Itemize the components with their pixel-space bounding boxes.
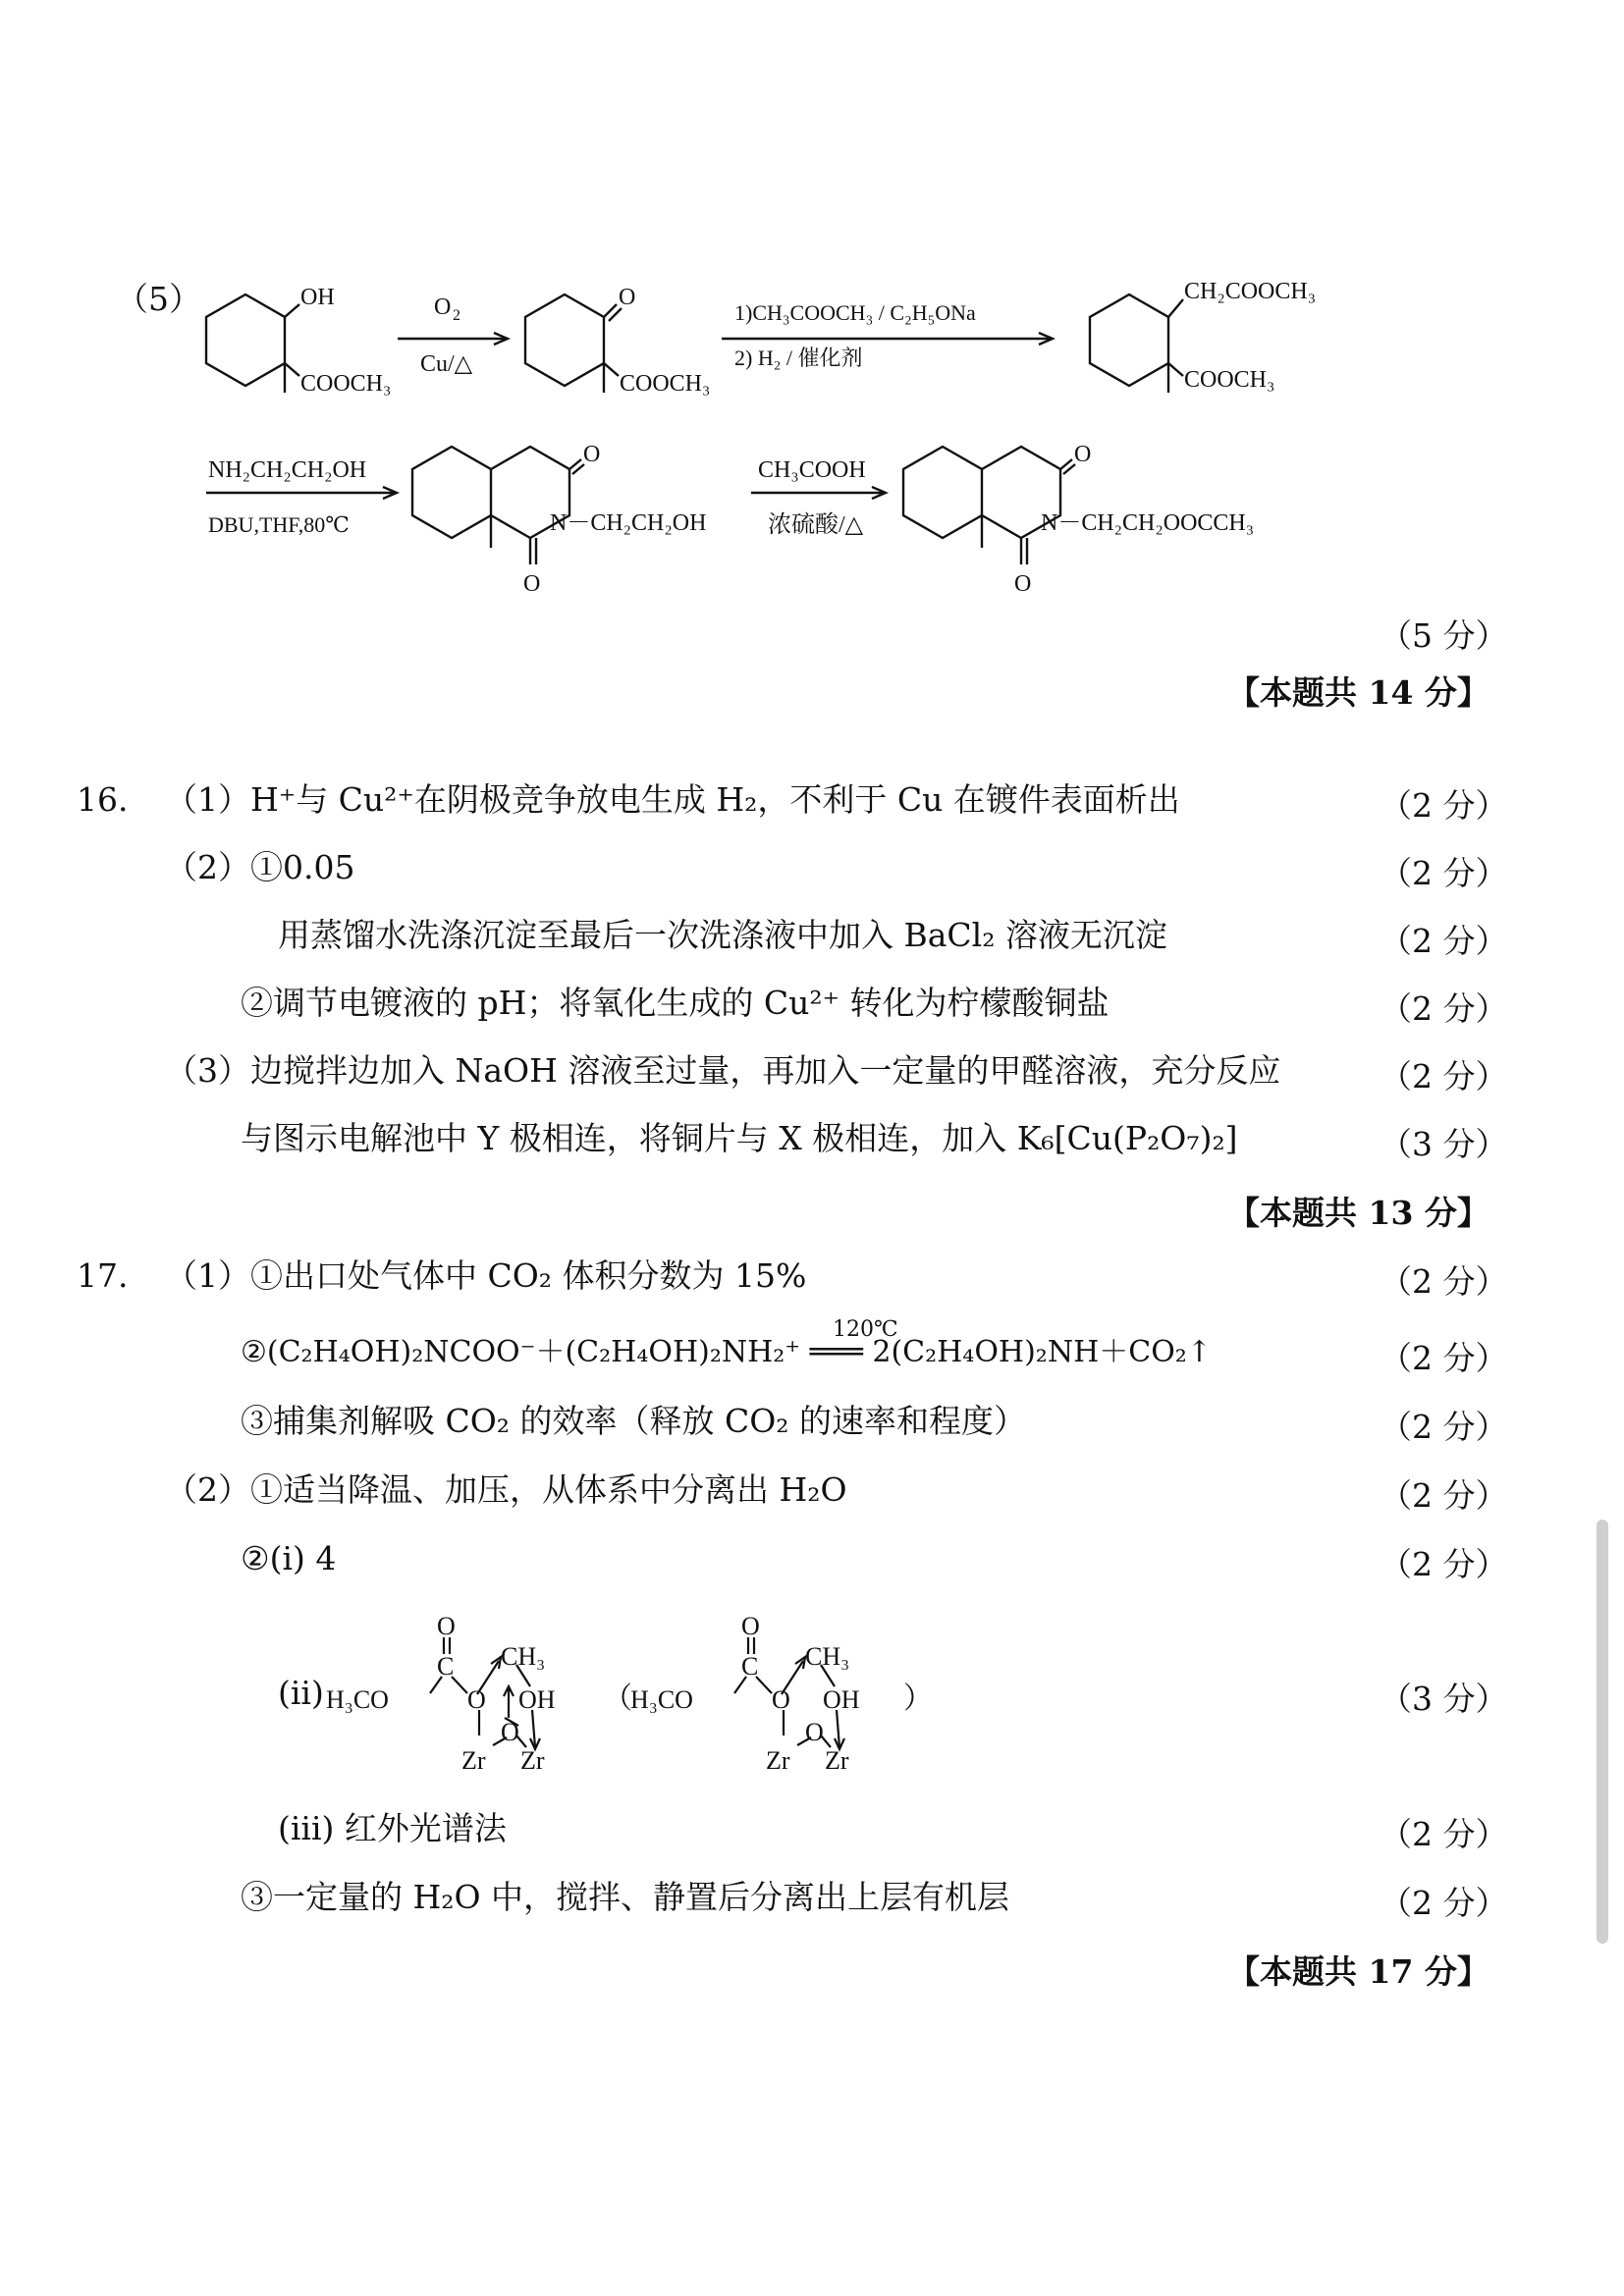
q17-line-6-label: (ii) <box>278 1674 324 1712</box>
q17-total: 【本题共 17 分】 <box>1227 1952 1489 1991</box>
q16-line-4: ②调节电镀液的 pH；将氧化生成的 Cu²⁺ 转化为柠檬酸铜盐 <box>241 984 1110 1022</box>
structB-open-paren: （ <box>603 1682 632 1715</box>
q16-line-3: 用蒸馏水洗涤沉淀至最后一次洗涤液中加入 BaCl₂ 溶液无沉淀 <box>278 916 1167 954</box>
q16-line-6-score: （3 分） <box>1380 1125 1508 1163</box>
q16-line-5-score: （2 分） <box>1380 1057 1508 1095</box>
q17-line-5-score: （2 分） <box>1380 1545 1508 1583</box>
structB-c: C <box>741 1652 759 1681</box>
structA-c: C <box>437 1652 455 1681</box>
structB-ch3: CH₃ <box>805 1642 850 1671</box>
mol4-ring-a <box>412 447 491 538</box>
mol5-n-label: N－CH₂CH₂OOCCH₃ <box>1041 510 1255 536</box>
mol1-ester-label: COOCH₃ <box>300 371 392 397</box>
q16-line-4-score: （2 分） <box>1380 989 1508 1028</box>
mol1-oh-label: OH <box>300 285 335 310</box>
structB-zr-right: Zr <box>825 1746 849 1775</box>
q15-total: 【本题共 14 分】 <box>1227 673 1489 712</box>
structA-o: O <box>437 1612 456 1640</box>
structA-o-bridge: O <box>501 1718 519 1746</box>
q16-total: 【本题共 13 分】 <box>1227 1194 1489 1232</box>
q16-line-2-score: （2 分） <box>1380 854 1508 892</box>
q17-line-4: （2）①适当降温、加压，从体系中分离出 H₂O <box>165 1470 847 1509</box>
mol4-o-bottom: O <box>523 571 541 597</box>
q17-line-2: ②(C₂H₄OH)₂NCOO⁻＋(C₂H₄OH)₂NH₂⁺ ═══ 2(C₂H₄OH)₂NH＋CO₂↑ <box>241 1335 1212 1369</box>
q17-line-1: （1）①出口处气体中 CO₂ 体积分数为 15% <box>165 1256 807 1295</box>
step1-reagent-bottom: Cu/△ <box>420 351 473 377</box>
structA-ch3: CH₃ <box>501 1642 546 1671</box>
q17-line-8: ③一定量的 H₂O 中，搅拌、静置后分离出上层有机层 <box>241 1878 1010 1916</box>
q17-line-5: ②(i) 4 <box>241 1539 337 1577</box>
vertical-scrollbar[interactable] <box>1597 1520 1608 1944</box>
step2-reagent-top: 1)CH₃COOCH₃ / C₂H₅ONa <box>734 300 976 325</box>
q17-line-3: ③捕集剂解吸 CO₂ 的效率（释放 CO₂ 的速率和程度） <box>241 1402 1027 1440</box>
structB-o-ester: O <box>772 1685 790 1714</box>
structB-oh: OH <box>823 1685 860 1714</box>
mol2-ester-label: COOCH₃ <box>620 371 711 397</box>
q16-line-3-score: （2 分） <box>1380 922 1508 960</box>
mol4-o-top: O <box>583 442 601 467</box>
structA-zr-left: Zr <box>461 1746 486 1775</box>
mol2-o-label: O <box>619 285 636 310</box>
mol3-ring <box>1090 294 1168 386</box>
step2-reagent-bottom: 2) H₂ / 催化剂 <box>734 346 863 370</box>
step4-reagent-bottom: 浓硫酸/△ <box>768 512 864 538</box>
structA-oh: OH <box>518 1685 556 1714</box>
mol2-ring <box>525 294 604 386</box>
step1-reagent-top-sub: 2 <box>453 307 460 324</box>
q16-number: 16. <box>77 780 129 819</box>
q16-line-1: （1）H⁺与 Cu²⁺在阴极竞争放电生成 H₂，不利于 Cu 在镀件表面析出 <box>165 780 1180 819</box>
q17-line-7: (iii) 红外光谱法 <box>278 1809 507 1847</box>
mol5-ring-a <box>903 447 982 538</box>
q15-reaction-scheme <box>0 255 1624 618</box>
structA-h3co: H₃CO <box>326 1685 389 1714</box>
structB-zr-left: Zr <box>766 1746 790 1775</box>
step4-reagent-top: CH₃COOH <box>758 457 866 483</box>
mol1-ring <box>206 294 285 386</box>
q17-line-7-score: （2 分） <box>1380 1815 1508 1853</box>
q17-line-4-score: （2 分） <box>1380 1476 1508 1515</box>
step3-reagent-bottom: DBU,THF,80℃ <box>208 512 350 537</box>
q15-score: （5 分） <box>1380 616 1508 655</box>
mol5-o-bottom: O <box>1014 571 1032 597</box>
structB-h3co: H₃CO <box>630 1685 693 1714</box>
structB-close-paren: ） <box>903 1682 933 1715</box>
q17-line-6-score: （3 分） <box>1380 1680 1508 1718</box>
structB-o-bridge: O <box>805 1718 824 1746</box>
q16-line-5: （3）边搅拌边加入 NaOH 溶液至过量，再加入一定量的甲醛溶液，充分反应 <box>165 1051 1281 1090</box>
mol4-n-label: N－CH₂CH₂OH <box>550 510 707 536</box>
q17-zr-structures <box>324 1600 952 1796</box>
mol5-o-top: O <box>1074 442 1092 467</box>
q15-part-number: （5） <box>116 280 201 318</box>
structA-o-ester: O <box>467 1685 486 1714</box>
q17-line-2-score: （2 分） <box>1380 1339 1508 1377</box>
q17-line-1-score: （2 分） <box>1380 1262 1508 1301</box>
q16-line-2: （2）①0.05 <box>165 848 355 886</box>
q16-line-6: 与图示电解池中 Y 极相连，将铜片与 X 极相连，加入 K₆[Cu(P₂O₇)₂] <box>241 1119 1238 1157</box>
step1-reagent-top: O <box>434 294 452 320</box>
mol3-side-chain-label: CH₂COOCH₃ <box>1184 279 1317 304</box>
structA-zr-right: Zr <box>520 1746 545 1775</box>
q17-line-8-score: （2 分） <box>1380 1884 1508 1922</box>
step3-reagent-top: NH₂CH₂CH₂OH <box>208 457 367 483</box>
mol3-ester-label: COOCH₃ <box>1184 367 1275 393</box>
structB-o: O <box>741 1612 760 1640</box>
q17-line-3-score: （2 分） <box>1380 1408 1508 1446</box>
q17-number: 17. <box>77 1256 129 1295</box>
q16-line-1-score: （2 分） <box>1380 786 1508 825</box>
q17-reaction-condition: 120℃ <box>833 1317 898 1342</box>
